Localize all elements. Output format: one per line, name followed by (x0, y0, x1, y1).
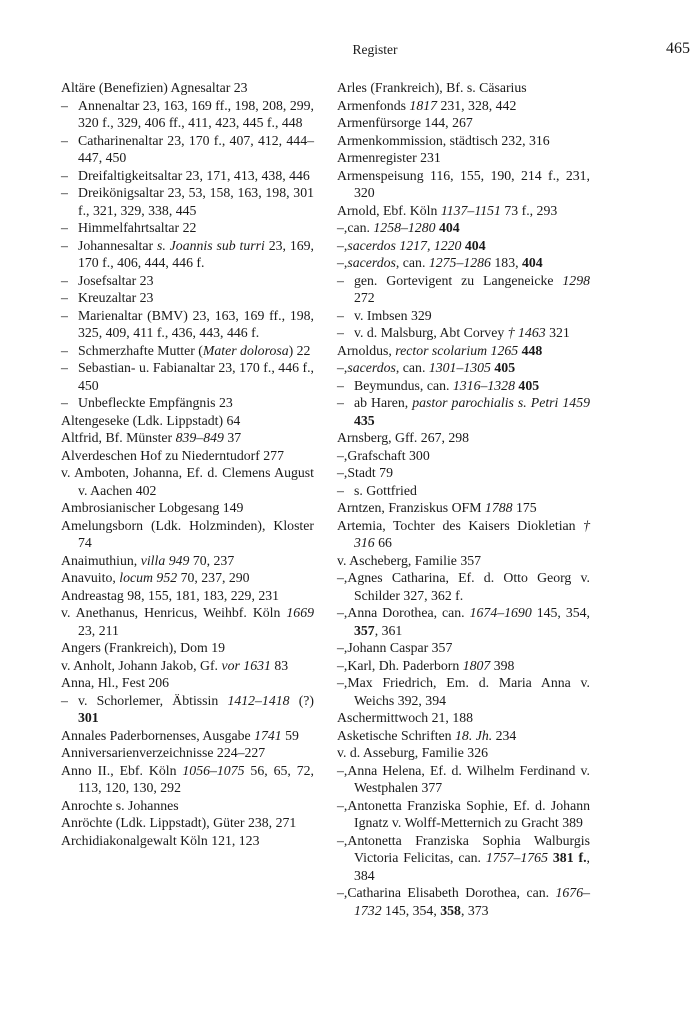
entry-text: 398 (490, 657, 515, 673)
entry-text: 1275–1286 (428, 255, 491, 270)
index-entry (337, 219, 590, 237)
entry-text: v. Imbsen 329 (354, 307, 432, 323)
entry-dash: – (337, 325, 344, 340)
entry-text: 404 (438, 220, 460, 235)
entry-text: 404 (464, 237, 486, 253)
index-entry (337, 254, 590, 272)
entry-text: Grafschaft 300 (347, 447, 430, 463)
entry-dash: – (61, 272, 68, 288)
entry-text: v. d. Malsburg, Abt Corvey (354, 325, 508, 340)
entry-dash: –, (337, 447, 348, 463)
entry-text: Dreifaltigkeitsaltar 23, 171, 413, 438, 446 (78, 167, 310, 183)
entry-text: , 373 (460, 902, 489, 918)
entry-text: sacerdos (347, 255, 396, 270)
entry-text: Armenkommission, städtisch 232, 316 (337, 132, 550, 148)
entry-text: 381 f. (552, 850, 587, 865)
index-entry (61, 97, 314, 132)
entry-dash: – (61, 167, 68, 183)
entry-text: 145, 354, (381, 902, 441, 918)
index-entry (337, 167, 590, 202)
entry-dash: – (61, 307, 68, 323)
index-entry (337, 744, 590, 762)
index-entry (61, 727, 314, 745)
entry-text: 1669 (286, 605, 314, 620)
entry-text: Karl, Dh. Paderborn (347, 657, 463, 673)
index-entry (61, 762, 314, 797)
entry-text: Sebastian- u. Fabianaltar 23, 170 f., 446 f., 450 (78, 360, 314, 393)
page-header (60, 40, 690, 64)
entry-dash: – (61, 97, 68, 113)
index-entry (337, 639, 590, 657)
entry-text: v. d. Asseburg, Familie 326 (337, 745, 488, 760)
index-entry (61, 464, 314, 499)
entry-dash: – (61, 132, 68, 148)
entry-text: 231, 328, 442 (437, 97, 517, 113)
entry-text: Arnsberg, Gff. 267, 298 (337, 430, 470, 445)
entry-text: Anna Dorothea, can. (347, 605, 470, 620)
entry-dash: – (337, 272, 344, 288)
entry-dash: – (61, 290, 68, 305)
running-head: Register (352, 42, 398, 57)
index-entry (337, 237, 590, 255)
entry-dash: –, (337, 675, 348, 690)
index-entry (61, 517, 314, 552)
entry-text: Altengeseke (Ldk. Lippstadt) 64 (61, 412, 241, 428)
entry-text: Johann Caspar 357 (347, 640, 453, 655)
index-entry (337, 517, 590, 552)
entry-text: 1741 (254, 727, 282, 743)
entry-dash: – (337, 482, 344, 498)
index-entry (337, 97, 590, 115)
entry-text: v. Ascheberg, Familie 357 (337, 552, 482, 568)
entry-text: † 316 (354, 517, 590, 550)
left-column (61, 79, 314, 849)
entry-text: Agnes Catharina, Ef. d. Otto Georg v. Schilder 327, 362 f. (347, 570, 590, 603)
entry-text: Altfrid, Bf. Münster (61, 430, 176, 445)
entry-text: 1817 (409, 97, 438, 113)
entry-text: Armenregister 231 (337, 150, 441, 165)
entry-dash: –, (337, 762, 348, 778)
entry-text: Antonetta Franziska Sophia Walburgis Victoria Felicitas, can. (347, 832, 590, 865)
entry-text: s. Gottfried (354, 482, 417, 498)
index-entry (61, 499, 314, 517)
index-entry (61, 184, 314, 219)
index-entry (61, 744, 314, 762)
entry-text: 301 (78, 710, 99, 725)
index-entry (337, 377, 590, 395)
entry-text: Anröchte (Ldk. Lippstadt), Güter 238, 271 (61, 815, 297, 830)
index-entry (337, 604, 590, 639)
entry-text: , 361 (374, 622, 403, 638)
entry-text: 23, 211 (78, 622, 119, 638)
entry-text: 70, 237 (189, 552, 235, 568)
entry-text: Arntzen, Franziskus OFM (337, 500, 485, 515)
entry-text: 1807 (462, 657, 491, 673)
index-entry (337, 657, 590, 675)
entry-dash: – (61, 395, 68, 410)
entry-dash: –, (337, 885, 348, 900)
entry-text: Himmelfahrtsaltar 22 (78, 220, 197, 235)
entry-text: 1674–1690 (469, 605, 532, 620)
entry-text: Johannesaltar (78, 237, 157, 253)
entry-text: 1757–1765 (485, 850, 548, 865)
index-entry (61, 447, 314, 465)
entry-dash: – (61, 342, 68, 358)
entry-text: 70, 237, 290 (177, 570, 250, 585)
index-entry (337, 674, 590, 709)
index-entry (337, 324, 590, 342)
entry-text: , can. (395, 360, 429, 375)
entry-text: Anaimuthiun, (61, 552, 141, 568)
entry-dash: –, (337, 640, 348, 655)
entry-dash: –, (337, 220, 348, 235)
entry-dash: – (61, 360, 68, 375)
entry-text: Josefsaltar 23 (78, 272, 154, 288)
index-entry (61, 412, 314, 430)
entry-text: Anavuito, (61, 570, 120, 585)
entry-text: v. Amboten, Johanna, Ef. d. Clemens August v. Aachen 402 (61, 465, 314, 498)
entry-text: 145, 354, (531, 605, 590, 620)
entry-text: Ambrosianischer Lobgesang 149 (61, 500, 244, 515)
index-entry (337, 499, 590, 517)
entry-text: 56, 65, 72, 113, 120, 130, 292 (78, 762, 314, 795)
entry-text: 358 (440, 902, 461, 918)
index-entry (337, 447, 590, 465)
entry-text: 234 (492, 727, 517, 743)
index-entry (61, 394, 314, 412)
entry-text: 183, (490, 255, 522, 270)
entry-text: pastor parochialis s. Petri 1459 (412, 395, 590, 410)
entry-text: 405 (518, 377, 540, 393)
entry-text: Andreastag 98, 155, 181, 183, 229, 231 (61, 587, 280, 603)
page-number: 465 (666, 40, 690, 57)
entry-text: Anno II., Ebf. Köln (61, 762, 183, 778)
entry-text: 59 (281, 727, 299, 743)
entry-text: Annenaltar 23, 163, 169 ff., 198, 208, 299, 320 f., 329, 406 ff., 411, 423, 445 f., 448 (78, 97, 314, 130)
entry-text: can. (347, 220, 374, 235)
index-entry (61, 639, 314, 657)
entry-text: Anrochte s. Johannes (61, 797, 179, 813)
entry-text: Schmerzhafte Mutter ( (78, 342, 203, 358)
entry-text: 66 (374, 535, 392, 550)
index-entry (337, 132, 590, 150)
entry-text: Mater dolorosa (202, 342, 289, 358)
entry-text: ab Haren, (354, 395, 413, 410)
index-entry (337, 464, 590, 482)
entry-text: Arnoldus, (337, 342, 396, 358)
index-entry (61, 674, 314, 692)
entry-text: Kreuzaltar 23 (78, 290, 154, 305)
entry-text: rector scolarium 1265 (395, 342, 519, 358)
entry-text: 1056–1075 (182, 762, 245, 778)
entry-text: v. Schorlemer, Äbtissin (78, 692, 228, 708)
index-entry (337, 342, 590, 360)
entry-text: v. Anethanus, Henricus, Weihbf. Köln (61, 605, 287, 620)
entry-text: 405 (494, 360, 516, 375)
entry-text: 73 f., 293 (500, 202, 558, 218)
entry-text: 1301–1305 (428, 360, 491, 375)
entry-text: gen. Gortevigent zu Langeneicke (354, 272, 563, 288)
entry-dash: –, (337, 255, 348, 270)
index-entry (61, 832, 314, 850)
entry-dash: –, (337, 832, 348, 848)
index-entry (61, 79, 314, 97)
entry-text: 175 (512, 500, 537, 515)
entry-text: Annales Paderbornenses, Ausgabe (61, 727, 255, 743)
index-entry (337, 79, 590, 97)
entry-text: 1788 (484, 500, 513, 515)
entry-text: sacerdos 1217, 1220 (347, 237, 462, 253)
index-entry (337, 272, 590, 307)
entry-dash: –, (337, 797, 348, 813)
index-entry (61, 167, 314, 185)
entry-text: 357 (354, 622, 375, 638)
entry-text: Catharinenaltar 23, 170 f., 407, 412, 444–447, 450 (78, 132, 314, 165)
entry-text: Marienaltar (BMV) 23, 163, 169 ff., 198, 325, 409, 411 f., 436, 443, 446 f. (78, 307, 314, 340)
entry-text: (?) (289, 692, 315, 708)
index-entry (61, 814, 314, 832)
entry-text: sacerdos (347, 360, 396, 375)
entry-dash: – (61, 185, 68, 200)
entry-dash: –, (337, 465, 348, 480)
entry-dash: –, (337, 605, 348, 620)
entry-text: 1676–1732 (354, 885, 590, 918)
index-entry (337, 797, 590, 832)
index-entry (61, 132, 314, 167)
entry-text: locum 952 (119, 570, 178, 585)
index-entry (337, 727, 590, 745)
index-entry (61, 219, 314, 237)
index-entry (337, 394, 590, 429)
entry-text: Angers (Frankreich), Dom 19 (61, 640, 225, 655)
entry-text: Max Friedrich, Em. d. Maria Anna v. Weichs 392, 394 (347, 675, 590, 708)
right-column (337, 79, 590, 919)
entry-text: villa 949 (140, 552, 190, 568)
entry-text: 1316–1328 (452, 377, 515, 393)
index-entry (61, 587, 314, 605)
index-entry (337, 832, 590, 885)
index-entry (61, 692, 314, 727)
entry-text: 839–849 (175, 430, 224, 445)
entry-text: 23, 169, 170 f., 406, 444, 446 f. (78, 237, 314, 270)
entry-text: Archidiakonalgewalt Köln 121, 123 (61, 832, 260, 848)
entry-text: Stadt 79 (347, 465, 393, 480)
entry-text: Altäre (Benefizien) Agnesaltar 23 (61, 80, 248, 95)
entry-text: Dreikönigsaltar 23, 53, 158, 163, 198, 301 f., 321, 329, 338, 445 (78, 185, 314, 218)
entry-text: , can. (395, 255, 429, 270)
index-entry (61, 237, 314, 272)
index-entry (61, 429, 314, 447)
index-entry (337, 709, 590, 727)
entry-dash: – (337, 307, 344, 323)
index-entry (61, 797, 314, 815)
entry-text: s. Joannis sub turri (156, 237, 265, 253)
entry-text: 1412–1418 (227, 692, 290, 708)
entry-text: v. Anholt, Johann Jakob, Gf. (61, 657, 222, 673)
index-entry (337, 114, 590, 132)
entry-dash: – (61, 692, 68, 708)
entry-dash: – (61, 237, 68, 253)
entry-dash: –, (337, 657, 348, 673)
entry-text: 272 (354, 290, 375, 305)
entry-text: Alverdeschen Hof zu Niederntudorf 277 (61, 447, 284, 463)
entry-text: 83 (270, 657, 289, 673)
entry-dash: – (337, 377, 344, 393)
entry-text: ) 22 (288, 342, 311, 358)
index-entry (61, 272, 314, 290)
entry-text: vor 1631 (221, 657, 271, 673)
index-entry (61, 307, 314, 342)
entry-text: Anna Helena, Ef. d. Wilhelm Ferdinand v. Westphalen 377 (347, 762, 590, 795)
entry-text: Beymundus, can. (354, 377, 453, 393)
entry-text: 1137–1151 (440, 202, 501, 218)
index-entry (337, 359, 590, 377)
entry-text: Artemia, Tochter des Kaisers Diokletian (337, 517, 584, 533)
entry-text: Amelungsborn (Ldk. Holzminden), Kloster 74 (61, 517, 314, 550)
index-entry (337, 762, 590, 797)
entry-dash: –, (337, 570, 348, 585)
entry-text: , 384 (354, 850, 590, 883)
entry-dash: –, (337, 237, 348, 253)
entry-text: Armenfürsorge 144, 267 (337, 115, 473, 130)
index-entry (337, 307, 590, 325)
entry-dash: – (337, 395, 344, 410)
index-entry (337, 569, 590, 604)
entry-text: Armenspeisung 116, 155, 190, 214 f., 231, 320 (337, 167, 590, 200)
entry-text: Aschermittwoch 21, 188 (337, 710, 474, 725)
entry-text: 1298 (562, 272, 590, 288)
entry-text: 18. Jh. (455, 727, 493, 743)
entry-text: Arles (Frankreich), Bf. s. Cäsarius (337, 80, 527, 95)
index-entry (61, 552, 314, 570)
index-entry (61, 359, 314, 394)
entry-text: † 1463 (507, 325, 546, 340)
entry-text: Anniversarienverzeichnisse 224–227 (61, 745, 266, 760)
index-entry (337, 429, 590, 447)
entry-text: 448 (521, 342, 543, 358)
entry-text: 1258–1280 (373, 220, 436, 235)
index-entry (61, 342, 314, 360)
entry-text: 321 (545, 325, 570, 340)
index-entry (61, 604, 314, 639)
entry-text: Arnold, Ebf. Köln (337, 202, 441, 218)
entry-text: Antonetta Franziska Sophie, Ef. d. Johann Ignatz v. Wolff-Metternich zu Gracht 389 (347, 797, 590, 830)
index-entry (337, 202, 590, 220)
entry-text: 435 (354, 412, 375, 428)
entry-text: 404 (522, 255, 543, 270)
index-entry (61, 289, 314, 307)
entry-text: 37 (223, 430, 242, 445)
index-entry (61, 657, 314, 675)
entry-text: Unbefleckte Empfängnis 23 (78, 395, 233, 410)
index-entry (61, 569, 314, 587)
index-entry (337, 149, 590, 167)
index-entry (337, 482, 590, 500)
entry-dash: –, (337, 360, 348, 375)
entry-dash: – (61, 220, 68, 235)
entry-text: Anna, Hl., Fest 206 (61, 675, 170, 690)
entry-text: Asketische Schriften (337, 727, 456, 743)
index-entry (337, 552, 590, 570)
index-entry (337, 884, 590, 919)
entry-text: Catharina Elisabeth Dorothea, can. (347, 885, 556, 900)
entry-text: Armenfonds (337, 97, 410, 113)
